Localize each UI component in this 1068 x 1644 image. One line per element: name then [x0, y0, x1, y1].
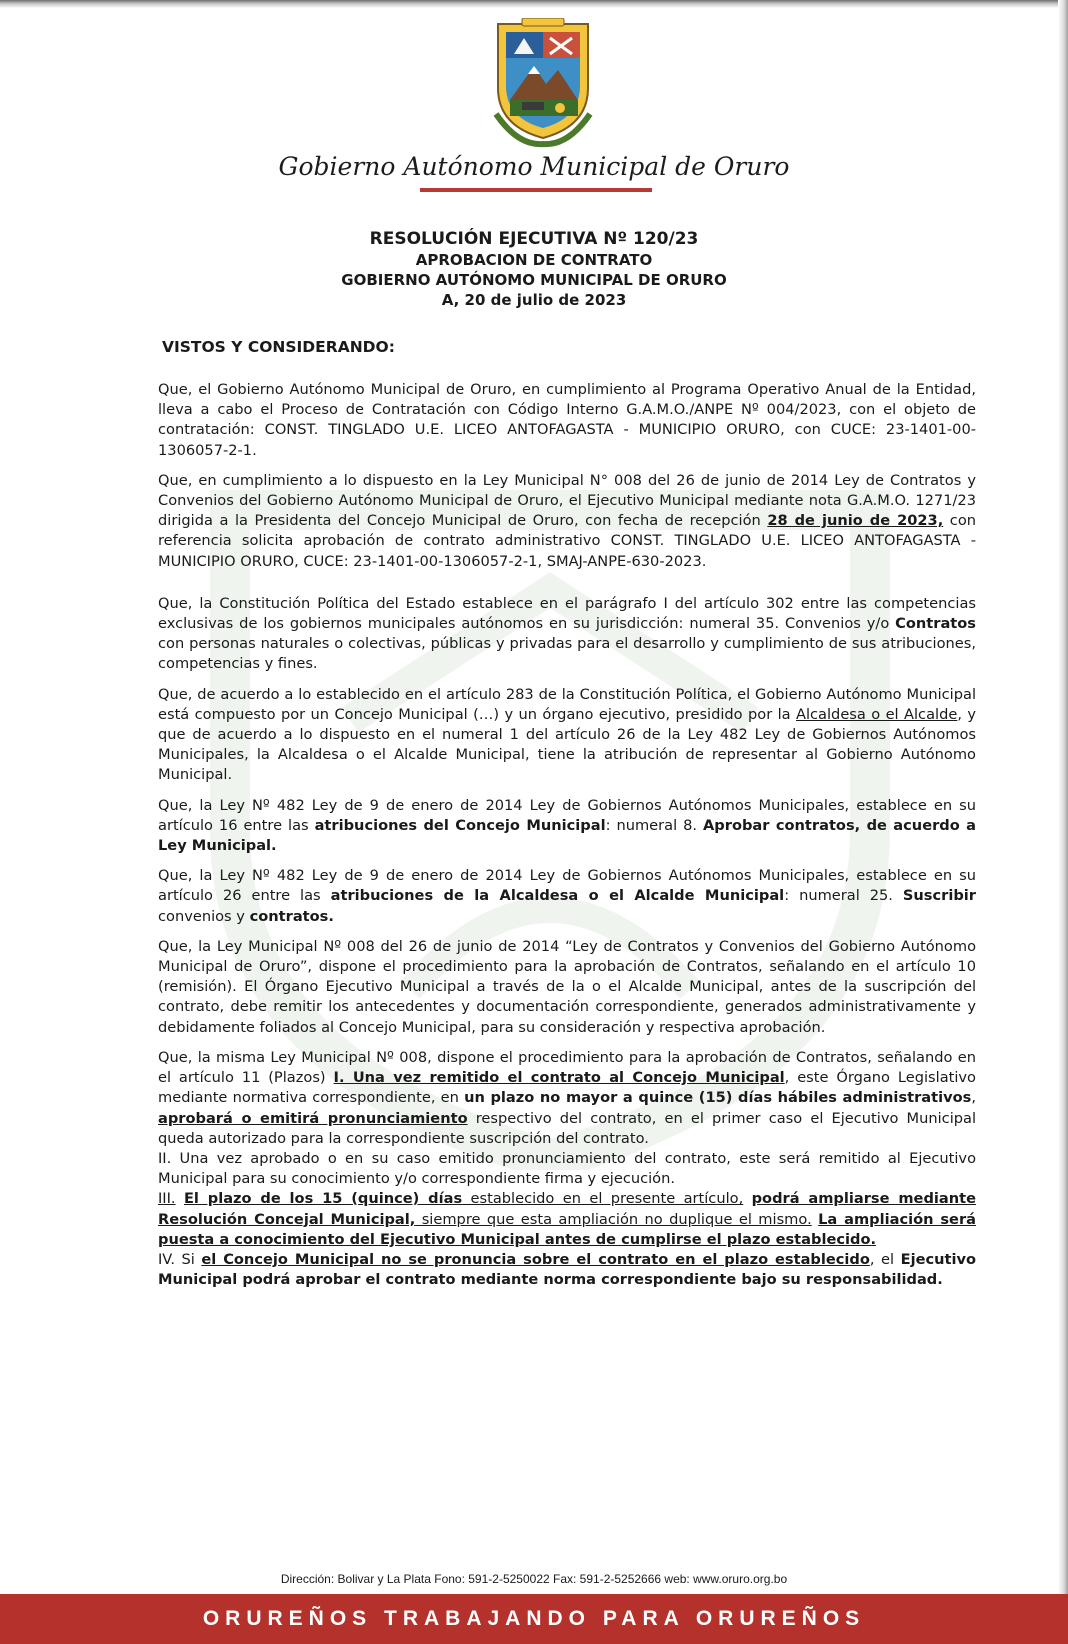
- paragraph-6-text-a: Que, la Ley Nº 482 Ley de 9 de enero de 2014 Ley de Gobiernos Autónomos Municipales, establece en su artículo 26 entre las: [158, 867, 976, 905]
- resolution-entity: GOBIERNO AUTÓNOMO MUNICIPAL DE ORURO: [341, 271, 727, 289]
- paragraph-6-bold-1: atribuciones de la Alcaldesa o el Alcalde Municipal: [330, 887, 785, 905]
- section-heading: VISTOS Y CONSIDERANDO:: [162, 338, 395, 356]
- paragraph-3: [158, 594, 976, 675]
- paragraph-10-underlined-3: siempre que esta ampliación no duplique el mismo.: [415, 1210, 812, 1228]
- paragraph-8-text-d: respectivo del contrato, en el primer caso el Ejecutivo Municipal queda autorizado para la correspondiente suscripción del contrato.: [158, 1109, 977, 1147]
- reception-date: 28 de junio de 2023,: [767, 512, 944, 530]
- paragraph-3-bold: Contratos: [895, 615, 976, 633]
- paragraph-1: Que, el Gobierno Autónomo Municipal de Oruro, en cumplimiento al Programa Operativo Anual de la Entidad, lleva a cabo el Proceso de Contratación con Código Interno G.A.M.O./ANPE Nº 004/2023, con el objeto de contratación: CONST. TINGLADO U.E. LICEO ANTOFAGASTA - MUNICIPIO ORURO, con CUCE: 23-1401-00-1306057-2-1.: [158, 381, 976, 459]
- paragraph-9: II. Una vez aprobado o en su caso emitido pronunciamiento del contrato, este será remitido al Ejecutivo Municipal para su conocimiento y/o correspondiente firma y ejecución.: [158, 1149, 976, 1188]
- paragraph-3-text-a: Que, la Constitución Política del Estado establece en el parágrafo I del artículo 302 entre las competencias exclusivas de los gobiernos municipales autónomos en su jurisdicción: numeral 35. Convenios y/o: [158, 594, 976, 633]
- paragraph-5-text-b: : numeral 8.: [605, 816, 703, 834]
- paragraph-11-text-b: , el: [869, 1250, 901, 1268]
- header-divider: [420, 188, 652, 192]
- resolution-number: RESOLUCIÓN EJECUTIVA Nº 120/23: [369, 229, 699, 249]
- document-titles: [0, 228, 1068, 310]
- paragraph-10-space-1: [743, 1190, 751, 1207]
- paragraph-10-underlined-2: establecido en el presente artículo,: [462, 1190, 744, 1208]
- paragraph-10: [158, 1189, 976, 1250]
- paragraph-11-underlined-bold-1: el Concejo Municipal no se pronuncia sobre el contrato en el plazo establecido: [201, 1250, 870, 1268]
- paragraph-4-text-b: , y que de acuerdo a lo dispuesto en el numeral 1 del artículo 26 de la Ley 482 Ley de Gobiernos Autónomos Municipales, la Alcaldesa o el Alcalde Municipal, tiene la atribución de representar al Gobierno Autónomo Municipal.: [158, 705, 976, 784]
- paragraph-6-text-b: : numeral 25.: [784, 887, 903, 905]
- paragraph-6-bold-2: Suscribir: [902, 887, 976, 905]
- footer-address: Dirección: Bolivar y La Plata Fono: 591-2-5250022 Fax: 591-2-5252666 web: www.oruro.org.bo: [280, 1572, 788, 1586]
- institution-name: Gobierno Autónomo Municipal de Oruro: [278, 152, 790, 181]
- paragraph-10-space-0: [176, 1190, 184, 1207]
- paragraph-2-text-b: con referencia solicita aprobación de contrato administrativo CONST. TINGLADO U.E. LICEO ANTOFAGASTA - MUNICIPIO ORURO, CUCE: 23-1401-00-1306057-2-1, SMAJ-ANPE-630-2023.: [158, 512, 977, 570]
- paragraph-5-bold-2: Aprobar contratos, de acuerdo a Ley Municipal.: [158, 816, 977, 855]
- paragraph-11-bold-1: Ejecutivo Municipal podrá aprobar el contrato mediante norma correspondiente bajo su responsabilidad.: [158, 1250, 977, 1289]
- paragraph-8-bold-1: un plazo no mayor a quince (15) días hábiles administrativos: [464, 1089, 972, 1107]
- paragraph-7: Que, la Ley Municipal Nº 008 del 26 de junio de 2014 “Ley de Contratos y Convenios del Gobierno Autónomo Municipal de Oruro”, dispone el procedimiento para la aprobación de Contratos, señalando en el artículo 10 (remisión). El Órgano Ejecutivo Municipal a través de la o el Alcalde Municipal, antes de la suscripción del contrato, debe remitir los antecedentes y documentación correspondiente, generados administrativamente y debidamente foliados al Concejo Municipal, para su consideración y respectiva aprobación.: [158, 937, 976, 1036]
- paragraph-10-underlined-bold-3: La ampliación será puesta a conocimiento del Ejecutivo Municipal antes de cumplirse el plazo establecido.: [158, 1210, 976, 1248]
- scan-top-edge: [0, 0, 1068, 8]
- resolution-subject: APROBACION DE CONTRATO: [415, 251, 653, 269]
- resolution-date: A, 20 de julio de 2023: [441, 291, 627, 309]
- paragraph-3-text-b: con personas naturales o colectivas, públicas y privadas para el desarrollo y cumplimiento de sus atribuciones, competencias y fines.: [158, 635, 976, 673]
- paragraph-10-numeral: III.: [158, 1190, 176, 1208]
- footer-bar: [0, 1594, 1068, 1644]
- paragraph-5-text-a: Que, la Ley Nº 482 Ley de 9 de enero de 2014 Ley de Gobiernos Autónomos Municipales, establece en su artículo 16 entre las: [158, 796, 976, 834]
- paragraph-6-text-c: convenios y: [158, 907, 250, 925]
- paragraph-6: [158, 866, 976, 927]
- paragraph-8-underlined-bold-2: aprobará o emitirá pronunciamiento: [158, 1109, 468, 1127]
- paragraph-11-text-a: IV. Si: [158, 1250, 202, 1268]
- paragraph-2-text-a: Que, en cumplimiento a lo dispuesto en la Ley Municipal N° 008 del 26 de junio de 2014 Ley de Contratos y Convenios del Gobierno Autónomo Municipal de Oruro, el Ejecutivo Municipal mediante nota G.A.M.O. 1271/23 dirigida a la Presidenta del Concejo Municipal de Oruro, con fecha de recepción: [158, 471, 976, 530]
- paragraph-6-bold-3: contratos.: [249, 907, 334, 925]
- paragraph-2: [158, 471, 976, 572]
- paragraph-10-underlined-bold-2: podrá ampliarse mediante Resolución Concejal Municipal,: [158, 1190, 977, 1228]
- paragraph-11: [158, 1250, 976, 1290]
- paragraph-4: [158, 685, 976, 786]
- footer-slogan: ORUREÑOS TRABAJANDO PARA ORUREÑOS: [202, 1607, 866, 1630]
- paragraph-8-text-b: , este Órgano Legislativo mediante normativa correspondiente, en: [158, 1069, 976, 1107]
- paragraph-8: [158, 1048, 976, 1149]
- paragraph-10-underlined-bold-1: El plazo de los 15 (quince) días: [183, 1190, 463, 1208]
- paragraph-5-bold-1: atribuciones del Concejo Municipal: [314, 816, 606, 834]
- municipal-crest-icon: [488, 18, 598, 150]
- paragraph-4-underlined: Alcaldesa o el Alcalde: [796, 705, 958, 723]
- paragraph-8-underlined-bold-1: I. Una vez remitido el contrato al Concejo Municipal: [333, 1069, 785, 1087]
- paragraph-5: [158, 796, 976, 857]
- document-body: [158, 380, 976, 1290]
- paragraph-8-text-a: Que, la misma Ley Municipal Nº 008, dispone el procedimiento para la aprobación de Contratos, señalando en el artículo 11 (Plazos): [158, 1048, 976, 1087]
- paragraph-8-text-c: ,: [971, 1089, 976, 1107]
- paragraph-4-text-a: Que, de acuerdo a lo establecido en el artículo 283 de la Constitución Política, el Gobierno Autónomo Municipal está compuesto por un Concejo Municipal (…) y un órgano ejecutivo, presidido por la: [158, 685, 976, 723]
